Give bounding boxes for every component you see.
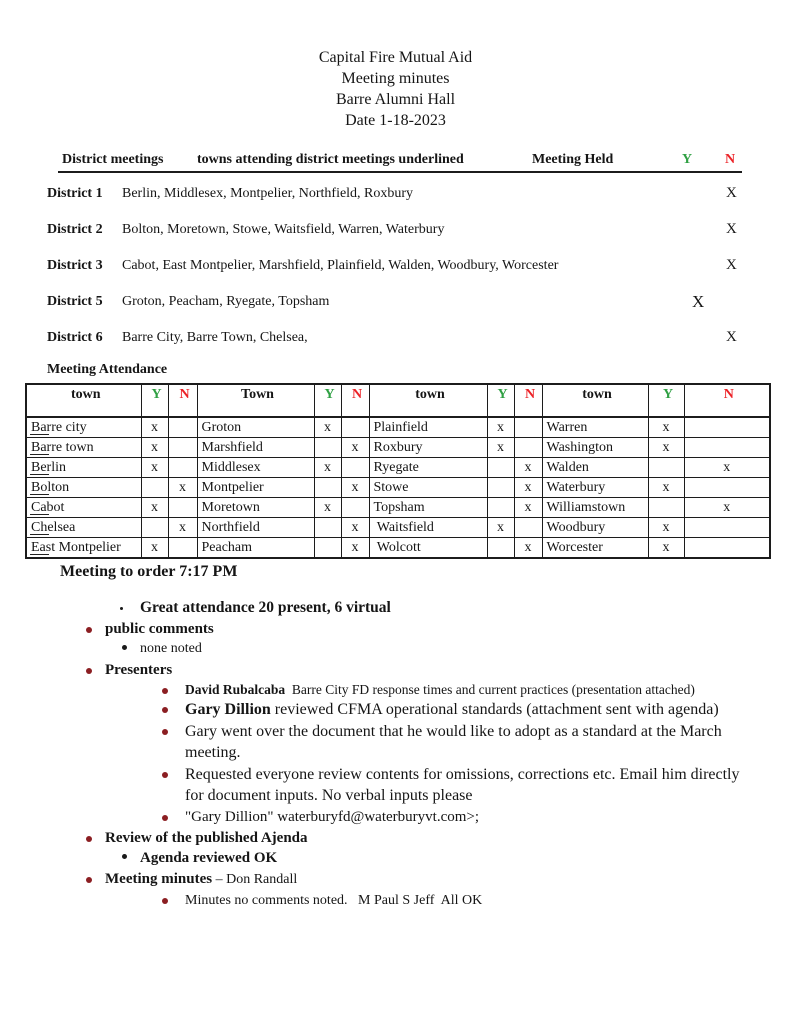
attendance-row <box>26 498 770 518</box>
header-yes-label: Y <box>682 152 693 167</box>
no-header: N <box>168 384 197 417</box>
bullet-icon <box>86 877 92 883</box>
town-cell: Stowe <box>369 478 487 498</box>
no-header: N <box>341 384 369 417</box>
minutes-body <box>0 562 791 911</box>
doc-subtitle: Meeting minutes <box>341 70 450 87</box>
no-cell <box>684 438 770 458</box>
doc-title: Capital Fire Mutual Aid <box>318 49 473 66</box>
yes-header: Y <box>141 384 168 417</box>
no-cell: x <box>684 498 770 518</box>
yes-cell: x <box>314 458 341 478</box>
town-cell: Northfield <box>197 518 314 538</box>
town-cell: Groton <box>197 417 314 438</box>
yes-cell: x <box>487 438 514 458</box>
town-cell: Bolton <box>26 478 141 498</box>
attendance-row <box>26 458 770 478</box>
bullet-icon <box>162 898 168 904</box>
meeting-minutes-text <box>105 869 791 891</box>
presenter-name: David Rubalcaba <box>185 682 286 697</box>
yes-cell <box>314 538 341 559</box>
yes-cell: x <box>314 417 341 438</box>
yes-cell: x <box>141 458 168 478</box>
yes-header: Y <box>314 384 341 417</box>
no-cell <box>168 458 197 478</box>
district-row <box>47 256 767 292</box>
presenter-item <box>0 764 791 807</box>
yes-cell: x <box>648 518 684 538</box>
attendance-row <box>26 438 770 458</box>
district-towns: Bolton, Moretown, Stowe, Waitsfield, Warren, Waterbury <box>122 222 445 237</box>
attendance-row <box>26 518 770 538</box>
yes-cell <box>314 518 341 538</box>
bullet-icon <box>162 688 168 694</box>
presenter-detail: Barre City FD response times and current practices (presentation attached) <box>285 682 695 697</box>
no-cell <box>514 518 542 538</box>
presenter-item <box>0 721 791 764</box>
bullet-icon <box>122 645 127 650</box>
district-row <box>47 292 767 328</box>
yes-cell <box>487 498 514 518</box>
district-rows <box>47 184 767 364</box>
minutes-author: – Don Randall <box>212 871 298 887</box>
yes-cell: x <box>648 478 684 498</box>
agenda-ok-line <box>0 848 791 869</box>
town-cell: Warren <box>542 417 648 438</box>
attendance-note: Great attendance 20 present, 6 virtual <box>140 599 391 616</box>
no-cell <box>684 417 770 438</box>
district-row <box>47 328 767 364</box>
presenter-item <box>0 807 791 828</box>
yes-cell: x <box>141 417 168 438</box>
header-no-label: N <box>725 152 736 167</box>
no-header: N <box>514 384 542 417</box>
no-cell: x <box>514 478 542 498</box>
district-meetings-header <box>58 151 742 173</box>
attendance-header-row <box>26 384 770 417</box>
town-cell: Roxbury <box>369 438 487 458</box>
town-cell: Chelsea <box>26 518 141 538</box>
attendance-title: Meeting Attendance <box>47 362 168 377</box>
doc-location: Barre Alumni Hall <box>335 91 456 108</box>
bullet-icon <box>162 707 168 713</box>
presenter-detail: Requested everyone review contents for omissions, corrections etc. Email him directly for document inputs. No verbal inputs please <box>185 765 744 804</box>
no-cell <box>168 438 197 458</box>
district-label: District 2 <box>47 222 103 237</box>
district-towns: Barre City, Barre Town, Chelsea, <box>122 330 308 345</box>
presenters-label: Presenters <box>105 661 173 678</box>
no-cell: x <box>514 538 542 559</box>
town-header: town <box>369 384 487 417</box>
town-cell: Topsham <box>369 498 487 518</box>
attendance-table <box>25 383 771 559</box>
town-cell: Barre town <box>26 438 141 458</box>
yes-cell <box>487 538 514 559</box>
yes-cell: x <box>141 438 168 458</box>
public-comments-label: public comments <box>105 620 214 637</box>
no-cell <box>168 417 197 438</box>
district-label: District 6 <box>47 330 103 345</box>
town-cell: Moretown <box>197 498 314 518</box>
agenda-review-line <box>0 828 791 849</box>
no-cell <box>514 417 542 438</box>
yes-cell: x <box>487 417 514 438</box>
yes-cell <box>314 478 341 498</box>
bullet-icon <box>162 815 168 821</box>
district-label: District 3 <box>47 258 103 273</box>
meeting-minutes-line <box>0 869 791 891</box>
held-yes-mark: X <box>692 292 705 311</box>
town-cell: Woodbury <box>542 518 648 538</box>
presenter-detail: reviewed CFMA operational standards (attachment sent with agenda) <box>270 701 719 718</box>
public-comments-note-line <box>0 639 791 660</box>
presenter-detail: "Gary Dillion" waterburyfd@waterburyvt.com>; <box>185 808 480 825</box>
presenter-item-text <box>185 721 747 764</box>
presenter-item-text <box>185 699 747 721</box>
attendance-row <box>26 478 770 498</box>
minutes-note: Minutes no comments noted. M Paul S Jeff All OK <box>185 893 483 908</box>
town-cell: Marshfield <box>197 438 314 458</box>
yes-cell: x <box>141 498 168 518</box>
no-cell <box>514 438 542 458</box>
yes-cell <box>141 518 168 538</box>
town-cell: Wolcott <box>369 538 487 559</box>
district-towns: Groton, Peacham, Ryegate, Topsham <box>122 294 330 309</box>
no-cell <box>341 498 369 518</box>
no-header: N <box>684 384 770 417</box>
presenter-item <box>0 699 791 721</box>
no-cell: x <box>168 478 197 498</box>
yes-cell <box>487 458 514 478</box>
no-cell: x <box>341 538 369 559</box>
district-row <box>47 184 767 220</box>
no-cell: x <box>684 458 770 478</box>
no-cell: x <box>168 518 197 538</box>
no-cell <box>684 478 770 498</box>
yes-cell <box>487 478 514 498</box>
district-towns: Berlin, Middlesex, Montpelier, Northfield, Roxbury <box>122 186 414 201</box>
town-cell: Worcester <box>542 538 648 559</box>
no-cell <box>168 538 197 559</box>
presenter-item-text <box>185 680 747 699</box>
town-cell: Walden <box>542 458 648 478</box>
town-cell: Peacham <box>197 538 314 559</box>
public-comments-note: none noted <box>140 641 202 656</box>
town-cell: East Montpelier <box>26 538 141 559</box>
document-header <box>0 47 791 131</box>
yes-cell: x <box>648 438 684 458</box>
agenda-ok-note: Agenda reviewed OK <box>140 850 278 866</box>
town-header: town <box>542 384 648 417</box>
held-no-mark: X <box>726 257 737 273</box>
doc-date: Date 1-18-2023 <box>345 112 446 129</box>
town-cell: Waterbury <box>542 478 648 498</box>
town-cell: Middlesex <box>197 458 314 478</box>
town-cell: Waitsfield <box>369 518 487 538</box>
held-no-mark: X <box>726 185 737 201</box>
no-cell: x <box>341 478 369 498</box>
attendance-note-line <box>0 598 791 619</box>
town-cell: Barre city <box>26 417 141 438</box>
town-cell: Washington <box>542 438 648 458</box>
yes-cell: x <box>648 417 684 438</box>
yes-cell <box>141 478 168 498</box>
no-cell <box>684 538 770 559</box>
town-cell: Plainfield <box>369 417 487 438</box>
presenter-name: Gary Dillion <box>185 701 271 718</box>
town-cell: Montpelier <box>197 478 314 498</box>
yes-cell: x <box>648 538 684 559</box>
yes-cell: x <box>314 498 341 518</box>
presenter-email <box>185 807 747 828</box>
public-comments-line <box>0 619 791 640</box>
no-cell <box>684 518 770 538</box>
held-no-mark: X <box>726 329 737 345</box>
yes-cell: x <box>487 518 514 538</box>
no-cell <box>168 498 197 518</box>
bullet-icon <box>86 668 92 674</box>
town-cell: Berlin <box>26 458 141 478</box>
district-label: District 1 <box>47 186 103 201</box>
town-header: town <box>26 384 141 417</box>
district-row <box>47 220 767 256</box>
no-cell: x <box>514 498 542 518</box>
town-cell: Williamstown <box>542 498 648 518</box>
no-cell <box>341 458 369 478</box>
towns-attending-label: towns attending district meetings underlined <box>197 152 464 167</box>
meeting-minutes-label: Meeting minutes <box>105 870 213 887</box>
bullet-icon <box>120 607 123 610</box>
bullet-icon <box>86 836 92 842</box>
no-cell <box>341 417 369 438</box>
presenters-line <box>0 660 791 681</box>
attendance-row <box>26 538 770 559</box>
yes-cell <box>314 438 341 458</box>
bullet-icon <box>122 854 127 859</box>
town-cell: Cabot <box>26 498 141 518</box>
bullet-icon <box>162 772 168 778</box>
yes-header: Y <box>648 384 684 417</box>
attendance-row <box>26 417 770 438</box>
no-cell: x <box>341 438 369 458</box>
call-to-order: Meeting to order 7:17 PM <box>60 563 238 580</box>
meeting-held-label: Meeting Held <box>532 152 614 167</box>
no-cell: x <box>341 518 369 538</box>
held-no-mark: X <box>726 221 737 237</box>
yes-cell <box>648 498 684 518</box>
agenda-review-label: Review of the published Ajenda <box>105 829 308 846</box>
presenter-item-text <box>185 764 747 807</box>
town-header: Town <box>197 384 314 417</box>
town-cell: Ryegate <box>369 458 487 478</box>
bullet-icon <box>162 729 168 735</box>
yes-cell: x <box>141 538 168 559</box>
yes-header: Y <box>487 384 514 417</box>
district-towns: Cabot, East Montpelier, Marshfield, Plainfield, Walden, Woodbury, Worcester <box>122 258 559 273</box>
bullet-icon <box>86 627 92 633</box>
district-meetings-label: District meetings <box>62 152 164 167</box>
no-cell: x <box>514 458 542 478</box>
presenter-item <box>0 680 791 699</box>
district-label: District 5 <box>47 294 103 309</box>
presenter-detail: Gary went over the document that he would like to adopt as a standard at the March meeting. <box>185 722 726 761</box>
minutes-note-line <box>0 890 791 911</box>
yes-cell <box>648 458 684 478</box>
